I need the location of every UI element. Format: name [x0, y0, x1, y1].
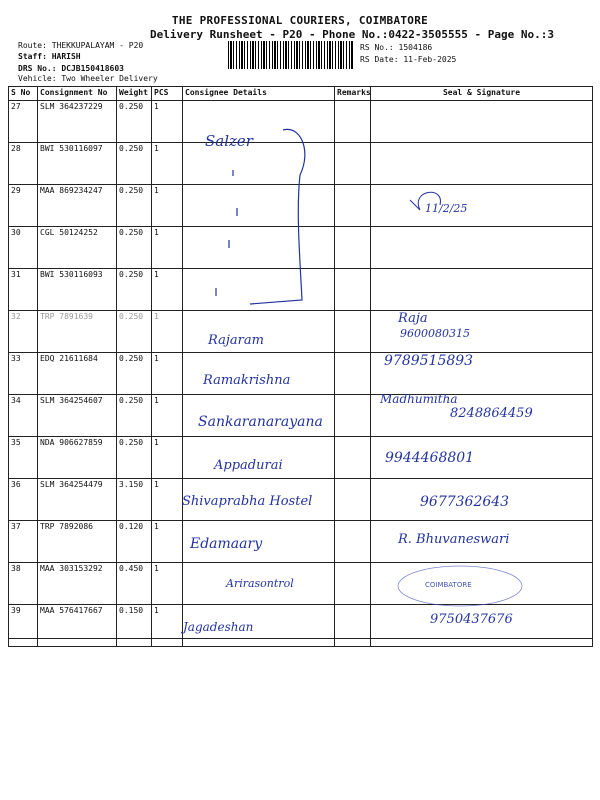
- row-pcs: 1: [152, 563, 183, 605]
- row-weight: 0.120: [117, 521, 152, 563]
- row-pcs: 1: [152, 269, 183, 311]
- row-consignment: SLM 364254607: [38, 395, 117, 437]
- rs-number: RS No.: 1504186: [360, 43, 433, 52]
- ditto-marks: [216, 170, 237, 296]
- row-consignment: BWI 530116097: [38, 143, 117, 185]
- consignee-handwriting: Edamaary: [190, 536, 263, 552]
- row-pcs: 1: [152, 227, 183, 269]
- consignee-handwriting: Appadurai: [214, 458, 283, 473]
- signature-handwriting: 9600080315: [400, 327, 470, 340]
- row-consignment: MAA 869234247: [38, 185, 117, 227]
- row-weight: 0.250: [117, 269, 152, 311]
- row-sno: 37: [9, 521, 38, 563]
- stamp-text: COIMBATORE: [425, 581, 472, 589]
- row-weight: 0.250: [117, 185, 152, 227]
- signature-handwriting: Madhumitha: [380, 392, 458, 406]
- row-sno: 33: [9, 353, 38, 395]
- consignee-handwriting: Salzer: [205, 132, 253, 150]
- staff-label: Staff: HARISH: [18, 52, 81, 61]
- rs-date: RS Date: 11-Feb-2025: [360, 55, 457, 64]
- consignee-handwriting: Ramakrishna: [203, 373, 291, 388]
- row-pcs: 1: [152, 101, 183, 143]
- signature-handwriting: 9677362643: [420, 494, 510, 510]
- row-weight: 0.250: [117, 101, 152, 143]
- row-weight: 0.250: [117, 311, 152, 353]
- row-sno: 35: [9, 437, 38, 479]
- row-sno: 32: [9, 311, 38, 353]
- row-sno: 29: [9, 185, 38, 227]
- row-pcs: 1: [152, 353, 183, 395]
- runsheet-title: Delivery Runsheet - P20 - Phone No.:0422-3505555 - Page No.:3: [150, 28, 554, 41]
- col-remarks: Remarks: [335, 87, 371, 101]
- row-pcs: 1: [152, 311, 183, 353]
- row-sno: 34: [9, 395, 38, 437]
- vehicle-label: Vehicle: Two Wheeler Delivery: [18, 74, 158, 83]
- row-consignment: SLM 364254479: [38, 479, 117, 521]
- row-consignment: BWI 530116093: [38, 269, 117, 311]
- ditto-bracket-stroke: [250, 129, 305, 304]
- signature-handwriting: R. Bhuvaneswari: [398, 532, 510, 547]
- row-weight: 0.250: [117, 143, 152, 185]
- row-sno: 38: [9, 563, 38, 605]
- signature-handwriting: 8248864459: [450, 406, 533, 421]
- row-sno: 27: [9, 101, 38, 143]
- consignee-handwriting: Jagadeshan: [183, 620, 254, 634]
- signature-handwriting: 9789515893: [384, 353, 474, 369]
- col-consignee: Consignee Details: [183, 87, 335, 101]
- col-weight: Weight: [117, 87, 152, 101]
- row-weight: 3.150: [117, 479, 152, 521]
- col-pcs: PCS: [152, 87, 183, 101]
- route-label: Route: THEKKUPALAYAM - P20: [18, 41, 144, 50]
- col-consignment: Consignment No: [38, 87, 117, 101]
- consignee-handwriting: Sankaranarayana: [198, 414, 323, 430]
- signature-handwriting: 9750437676: [430, 612, 513, 627]
- row-consignment: TRP 7892086: [38, 521, 117, 563]
- col-signature: Seal & Signature: [371, 87, 593, 101]
- row-weight: 0.250: [117, 227, 152, 269]
- row-consignment: NDA 906627859: [38, 437, 117, 479]
- row-pcs: 1: [152, 143, 183, 185]
- row-pcs: 1: [152, 605, 183, 647]
- row-consignment: TRP 7891639: [38, 311, 117, 353]
- row-pcs: 1: [152, 479, 183, 521]
- row-pcs: 1: [152, 185, 183, 227]
- row-weight: 0.150: [117, 605, 152, 647]
- row-weight: 0.250: [117, 437, 152, 479]
- row-sno: 28: [9, 143, 38, 185]
- col-sno: S No: [9, 87, 38, 101]
- row-consignment: CGL 50124252: [38, 227, 117, 269]
- signature-handwriting: Raja: [398, 311, 428, 326]
- row-weight: 0.450: [117, 563, 152, 605]
- row-sno: 36: [9, 479, 38, 521]
- row-consignment: EDQ 21611684: [38, 353, 117, 395]
- consignee-handwriting: Arirasontrol: [226, 577, 294, 590]
- row-weight: 0.250: [117, 395, 152, 437]
- row-consignment: SLM 364237229: [38, 101, 117, 143]
- signature-handwriting: 11/2/25: [425, 202, 468, 215]
- signature-handwriting: 9944468801: [385, 450, 475, 466]
- row-sno: 39: [9, 605, 38, 647]
- drs-label: DRS No.: DCJB150418603: [18, 64, 124, 73]
- row-weight: 0.250: [117, 353, 152, 395]
- row-pcs: 1: [152, 437, 183, 479]
- consignee-handwriting: Shivaprabha Hostel: [182, 494, 313, 509]
- row-pcs: 1: [152, 395, 183, 437]
- row-sno: 30: [9, 227, 38, 269]
- row-sno: 31: [9, 269, 38, 311]
- row-consignment: MAA 303153292: [38, 563, 117, 605]
- company-title: THE PROFESSIONAL COURIERS, COIMBATORE: [171, 14, 429, 27]
- consignee-handwriting: Rajaram: [208, 333, 264, 348]
- row-consignment: MAA 576417667: [38, 605, 117, 647]
- row-pcs: 1: [152, 521, 183, 563]
